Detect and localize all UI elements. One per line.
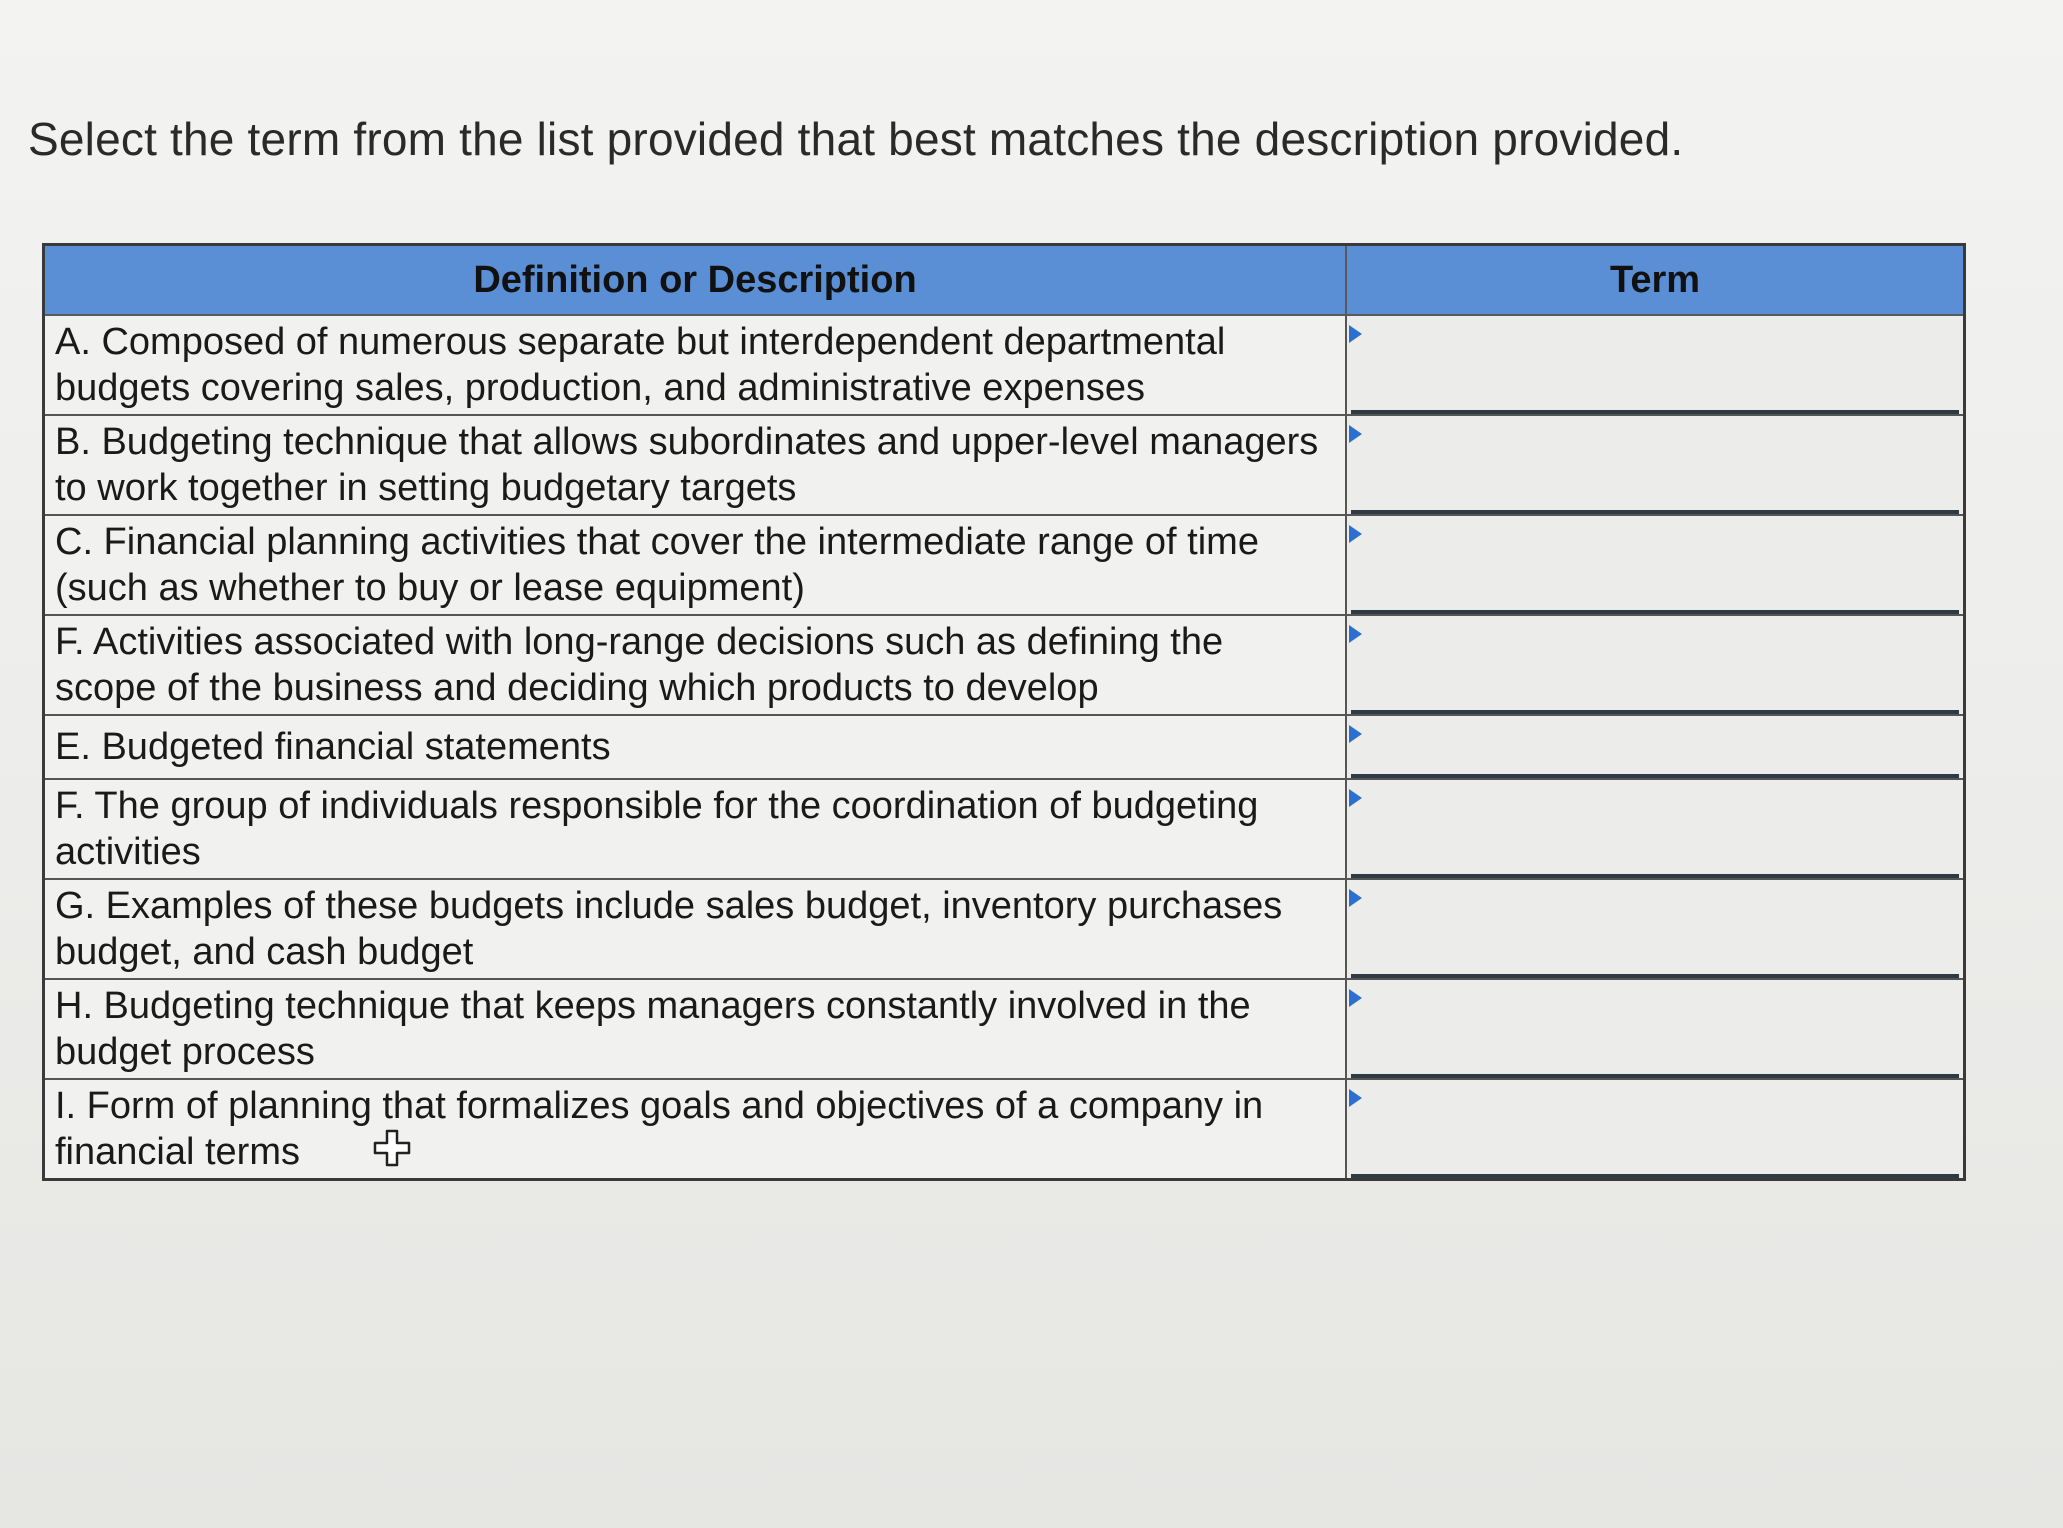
term-cell	[1346, 415, 1965, 515]
table-row	[44, 415, 1965, 515]
description-cell: F. The group of individuals responsible for the coordination of budgeting activities	[44, 779, 1347, 879]
table-header-row	[44, 245, 1965, 316]
term-dropdown[interactable]	[1347, 883, 1963, 975]
term-dropdown[interactable]	[1347, 419, 1963, 511]
term-dropdown[interactable]	[1347, 983, 1963, 1075]
term-cell	[1346, 879, 1965, 979]
term-dropdown[interactable]	[1347, 783, 1963, 875]
description-cell: A. Composed of numerous separate but interdependent departmental budgets covering sales, production, and administrative expenses	[44, 315, 1347, 415]
term-cell	[1346, 715, 1965, 779]
table-row	[44, 715, 1965, 779]
description-cell: C. Financial planning activities that cover the intermediate range of time (such as whether to buy or lease equipment)	[44, 515, 1347, 615]
table-row	[44, 979, 1965, 1079]
description-cell: E. Budgeted financial statements	[44, 715, 1347, 779]
description-cell: F. Activities associated with long-range decisions such as defining the scope of the business and deciding which products to develop	[44, 615, 1347, 715]
dropdown-arrow-icon	[1349, 989, 1362, 1007]
column-header-description: Definition or Description	[44, 245, 1347, 316]
term-cell	[1346, 515, 1965, 615]
term-cell	[1346, 1079, 1965, 1180]
dropdown-arrow-icon	[1349, 325, 1362, 343]
term-dropdown[interactable]	[1347, 719, 1963, 775]
term-dropdown[interactable]	[1347, 519, 1963, 611]
move-cursor-icon	[372, 1128, 412, 1168]
table-row	[44, 879, 1965, 979]
column-header-term: Term	[1346, 245, 1965, 316]
matching-table	[42, 243, 1966, 1181]
term-cell	[1346, 779, 1965, 879]
description-cell: B. Budgeting technique that allows subordinates and upper-level managers to work together in setting budgetary targets	[44, 415, 1347, 515]
dropdown-arrow-icon	[1349, 425, 1362, 443]
description-cell: I. Form of planning that formalizes goals and objectives of a company in financial terms	[44, 1079, 1347, 1180]
table-row	[44, 515, 1965, 615]
table-row	[44, 315, 1965, 415]
dropdown-arrow-icon	[1349, 725, 1362, 743]
instruction-text: Select the term from the list provided that best matches the description provided.	[28, 113, 1684, 165]
term-dropdown[interactable]	[1347, 619, 1963, 711]
term-dropdown[interactable]	[1347, 319, 1963, 411]
term-cell	[1346, 315, 1965, 415]
table-row	[44, 1079, 1965, 1180]
dropdown-arrow-icon	[1349, 525, 1362, 543]
term-cell	[1346, 979, 1965, 1079]
table-row	[44, 779, 1965, 879]
dropdown-arrow-icon	[1349, 789, 1362, 807]
description-cell: H. Budgeting technique that keeps managers constantly involved in the budget process	[44, 979, 1347, 1079]
term-dropdown[interactable]	[1347, 1083, 1963, 1175]
dropdown-arrow-icon	[1349, 625, 1362, 643]
term-cell	[1346, 615, 1965, 715]
dropdown-arrow-icon	[1349, 1089, 1362, 1107]
description-cell: G. Examples of these budgets include sales budget, inventory purchases budget, and cash budget	[44, 879, 1347, 979]
table-row	[44, 615, 1965, 715]
dropdown-arrow-icon	[1349, 889, 1362, 907]
